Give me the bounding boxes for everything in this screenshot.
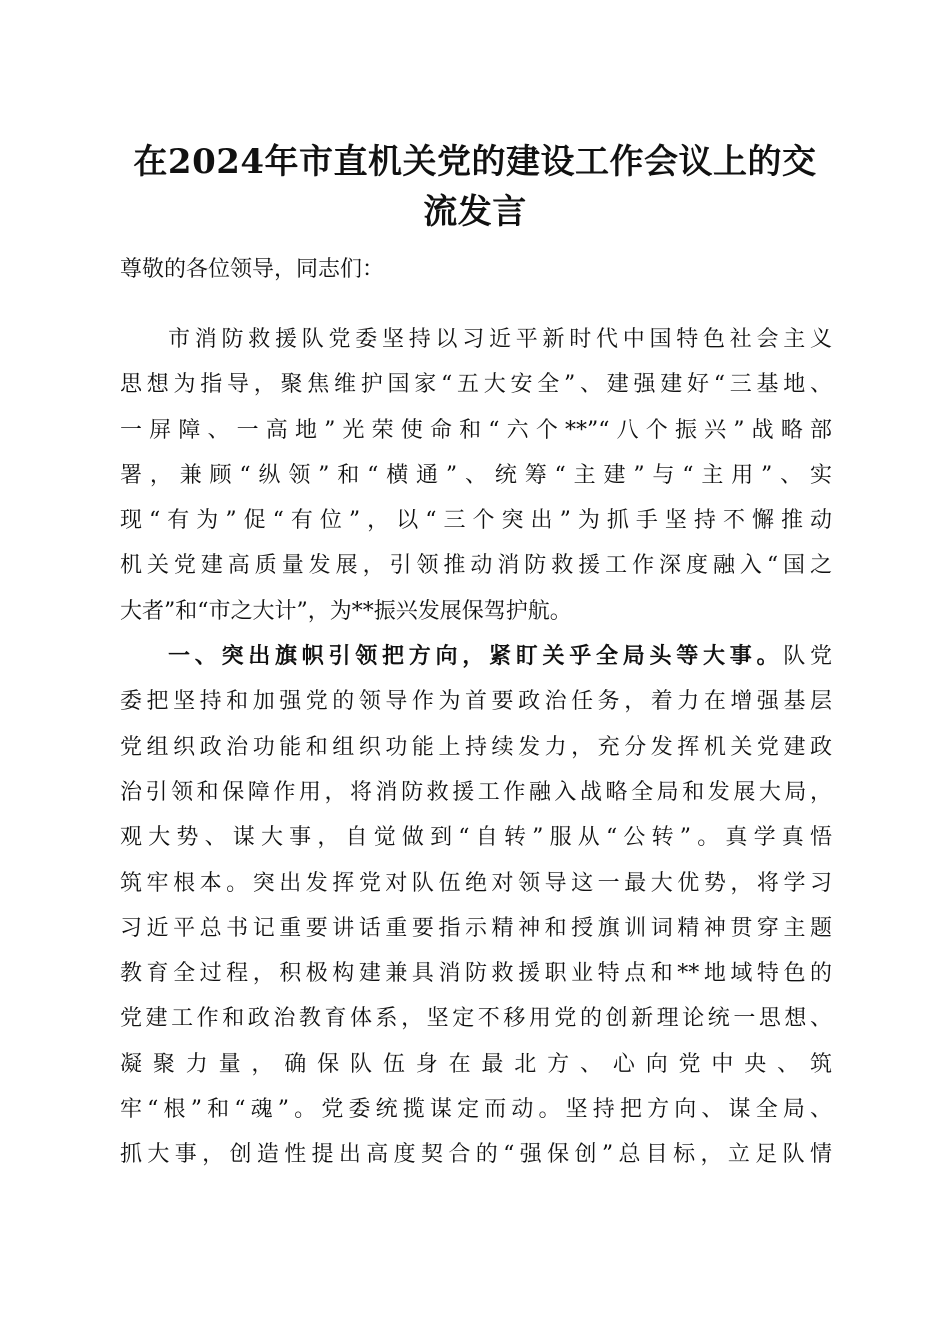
- paragraph-line: 凝聚力量，确保队伍身在最北方、心向党中央、筑: [120, 1051, 832, 1077]
- paragraph-line: 教育全过程，积极构建兼具消防救援职业特点和**地域特色的: [120, 961, 832, 987]
- title-line-1: 在2024年市直机关党的建设工作会议上的交: [133, 142, 817, 182]
- section-heading-tail: 队党: [783, 644, 832, 670]
- paragraph-line: 抓大事，创造性提出高度契合的“强保创”总目标，立足队情: [120, 1142, 832, 1168]
- paragraph-line: 筑牢根本。突出发挥党对队伍绝对领导这一最大优势，将学习: [120, 870, 832, 896]
- section-heading: 一、突出旗帜引领把方向，紧盯关乎全局头等大事。: [168, 644, 784, 670]
- paragraph-line: 市消防救援队党委坚持以习近平新时代中国特色社会主义: [168, 327, 832, 352]
- paragraph-line: 思想为指导，聚焦维护国家“五大安全”、建强建好“三基地、: [120, 372, 832, 398]
- paragraph-line: 大者”和“市之大计”，为**振兴发展保驾护航。: [120, 598, 572, 624]
- paragraph-line: 牢“根”和“魂”。党委统揽谋定而动。坚持把方向、谋全局、: [120, 1097, 832, 1123]
- paragraph-line: 治引领和保障作用，将消防救援工作融入战略全局和发展大局，: [120, 779, 832, 805]
- paragraph-line: 一屏障、一高地”光荣使命和“六个**”“八个振兴”战略部: [120, 417, 832, 443]
- paragraph-line: 署，兼顾“纵领”和“横通”、统筹“主建”与“主用”、实: [120, 462, 832, 488]
- salutation: 尊敬的各位领导，同志们：: [120, 257, 385, 282]
- paragraph-line: 党建工作和政治教育体系，坚定不移用党的创新理论统一思想、: [120, 1006, 832, 1032]
- title-line-2: 流发言: [423, 192, 527, 232]
- paragraph-line: 观大势、谋大事，自觉做到“自转”服从“公转”。真学真悟: [120, 825, 832, 851]
- paragraph-line: 机关党建高质量发展，引领推动消防救援工作深度融入“国之: [120, 553, 832, 579]
- document-title: [110, 137, 840, 237]
- document-body: [120, 325, 832, 1186]
- paragraph-line: 委把坚持和加强党的领导作为首要政治任务，着力在增强基层: [120, 689, 832, 715]
- paragraph-line: 习近平总书记重要讲话重要指示精神和授旗训词精神贯穿主题: [120, 915, 832, 941]
- paragraph-line: 现“有为”促“有位”，以“三个突出”为抓手坚持不懈推动: [120, 508, 832, 534]
- section-heading-line: [120, 642, 832, 687]
- paragraph-line: 党组织政治功能和组织功能上持续发力，充分发挥机关党建政: [120, 734, 832, 760]
